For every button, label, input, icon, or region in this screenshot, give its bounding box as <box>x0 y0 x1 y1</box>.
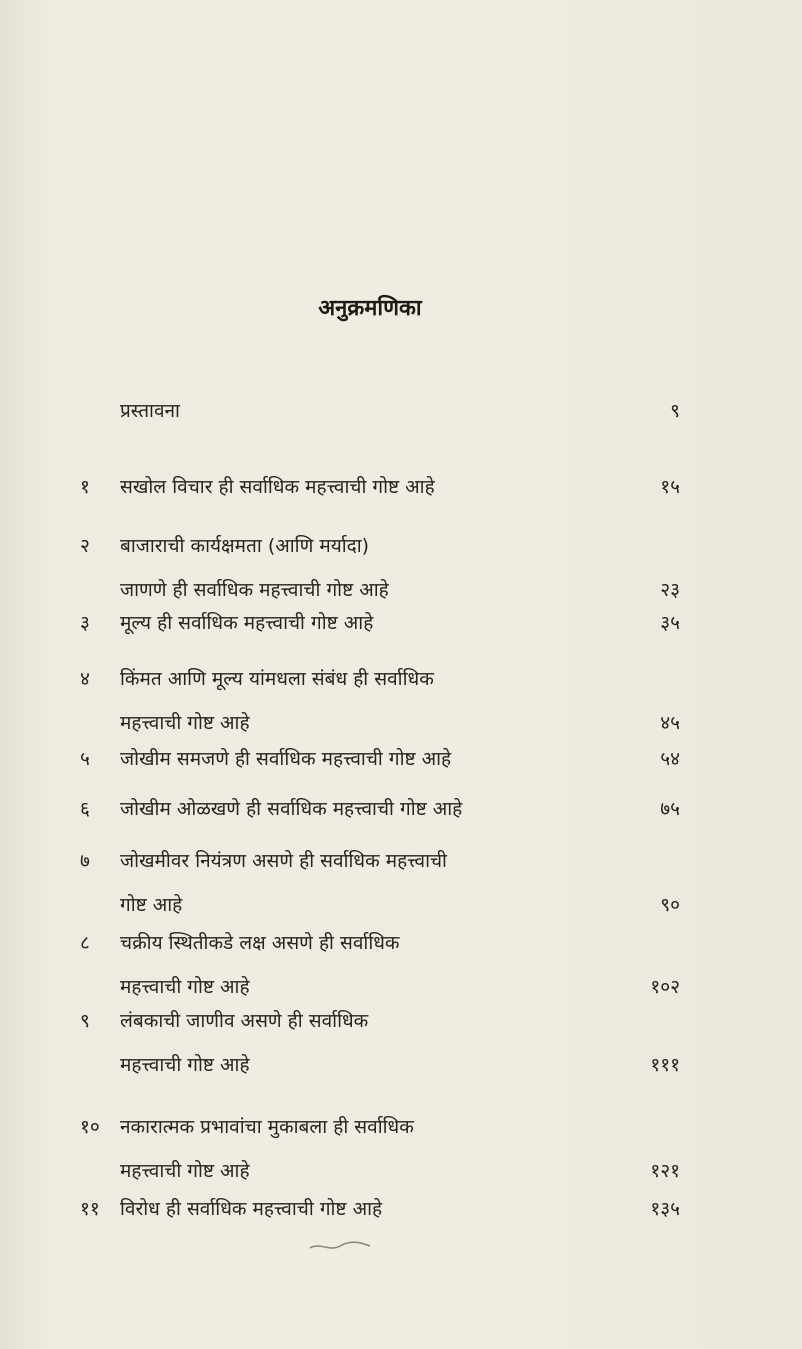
chapter-number: १० <box>80 1116 100 1138</box>
chapter-title-line: लंबकाची जाणीव असणे ही सर्वाधिक <box>120 1010 369 1032</box>
chapter-page: ३५ <box>660 612 680 634</box>
chapter-number: ९ <box>80 1010 90 1032</box>
chapter-title-line: गोष्ट आहे <box>120 894 183 916</box>
chapter-title-line: चक्रीय स्थितीकडे लक्ष असणे ही सर्वाधिक <box>120 932 400 954</box>
chapter-page: ७५ <box>660 798 680 820</box>
chapter-title-line: महत्त्वाची गोष्ट आहे <box>120 1160 250 1182</box>
chapter-number: ७ <box>80 850 90 872</box>
chapter-page: १०२ <box>650 976 680 998</box>
chapter-title-line: बाजाराची कार्यक्षमता (आणि मर्यादा) <box>120 535 370 557</box>
preface-page: ९ <box>670 400 680 422</box>
chapter-page: ९० <box>660 894 680 916</box>
page-title: अनुक्रमणिका <box>318 296 422 321</box>
chapter-title-line: सखोल विचार ही सर्वाधिक महत्त्वाची गोष्ट आहे <box>120 476 435 498</box>
chapter-title-line: जाणणे ही सर्वाधिक महत्त्वाची गोष्ट आहे <box>120 579 389 601</box>
chapter-title-line: महत्त्वाची गोष्ट आहे <box>120 712 250 734</box>
chapter-page: ५४ <box>660 748 680 770</box>
chapter-page: ४५ <box>660 712 680 734</box>
preface-label: प्रस्तावना <box>120 400 180 422</box>
ornament-icon <box>300 1236 380 1256</box>
chapter-number: ८ <box>80 932 90 954</box>
chapter-page: १२१ <box>650 1160 680 1182</box>
chapter-title-line: जोखीम समजणे ही सर्वाधिक महत्त्वाची गोष्ट आहे <box>120 748 452 770</box>
chapter-title-line: महत्त्वाची गोष्ट आहे <box>120 1054 250 1076</box>
chapter-page: १३५ <box>650 1198 680 1220</box>
chapter-title-line: जोखीम ओळखणे ही सर्वाधिक महत्त्वाची गोष्ट आहे <box>120 798 463 820</box>
chapter-number: ६ <box>80 798 90 820</box>
chapter-title-line: किंमत आणि मूल्य यांमधला संबंध ही सर्वाधिक <box>120 668 434 690</box>
chapter-title-line: मूल्य ही सर्वाधिक महत्त्वाची गोष्ट आहे <box>120 612 374 634</box>
chapter-page: २३ <box>660 579 680 601</box>
chapter-number: ३ <box>80 612 90 634</box>
chapter-title-line: महत्त्वाची गोष्ट आहे <box>120 976 250 998</box>
chapter-page: १११ <box>650 1054 680 1076</box>
chapter-page: १५ <box>660 476 680 498</box>
chapter-title-line: जोखमीवर नियंत्रण असणे ही सर्वाधिक महत्त्वाची <box>120 850 447 872</box>
chapter-number: ४ <box>80 668 90 690</box>
chapter-title-line: विरोध ही सर्वाधिक महत्त्वाची गोष्ट आहे <box>120 1198 383 1220</box>
chapter-number: १ <box>80 476 90 498</box>
chapter-number: २ <box>80 535 90 557</box>
chapter-number: ११ <box>80 1198 100 1220</box>
chapter-number: ५ <box>80 748 90 770</box>
chapter-title-line: नकारात्मक प्रभावांचा मुकाबला ही सर्वाधिक <box>120 1116 414 1138</box>
